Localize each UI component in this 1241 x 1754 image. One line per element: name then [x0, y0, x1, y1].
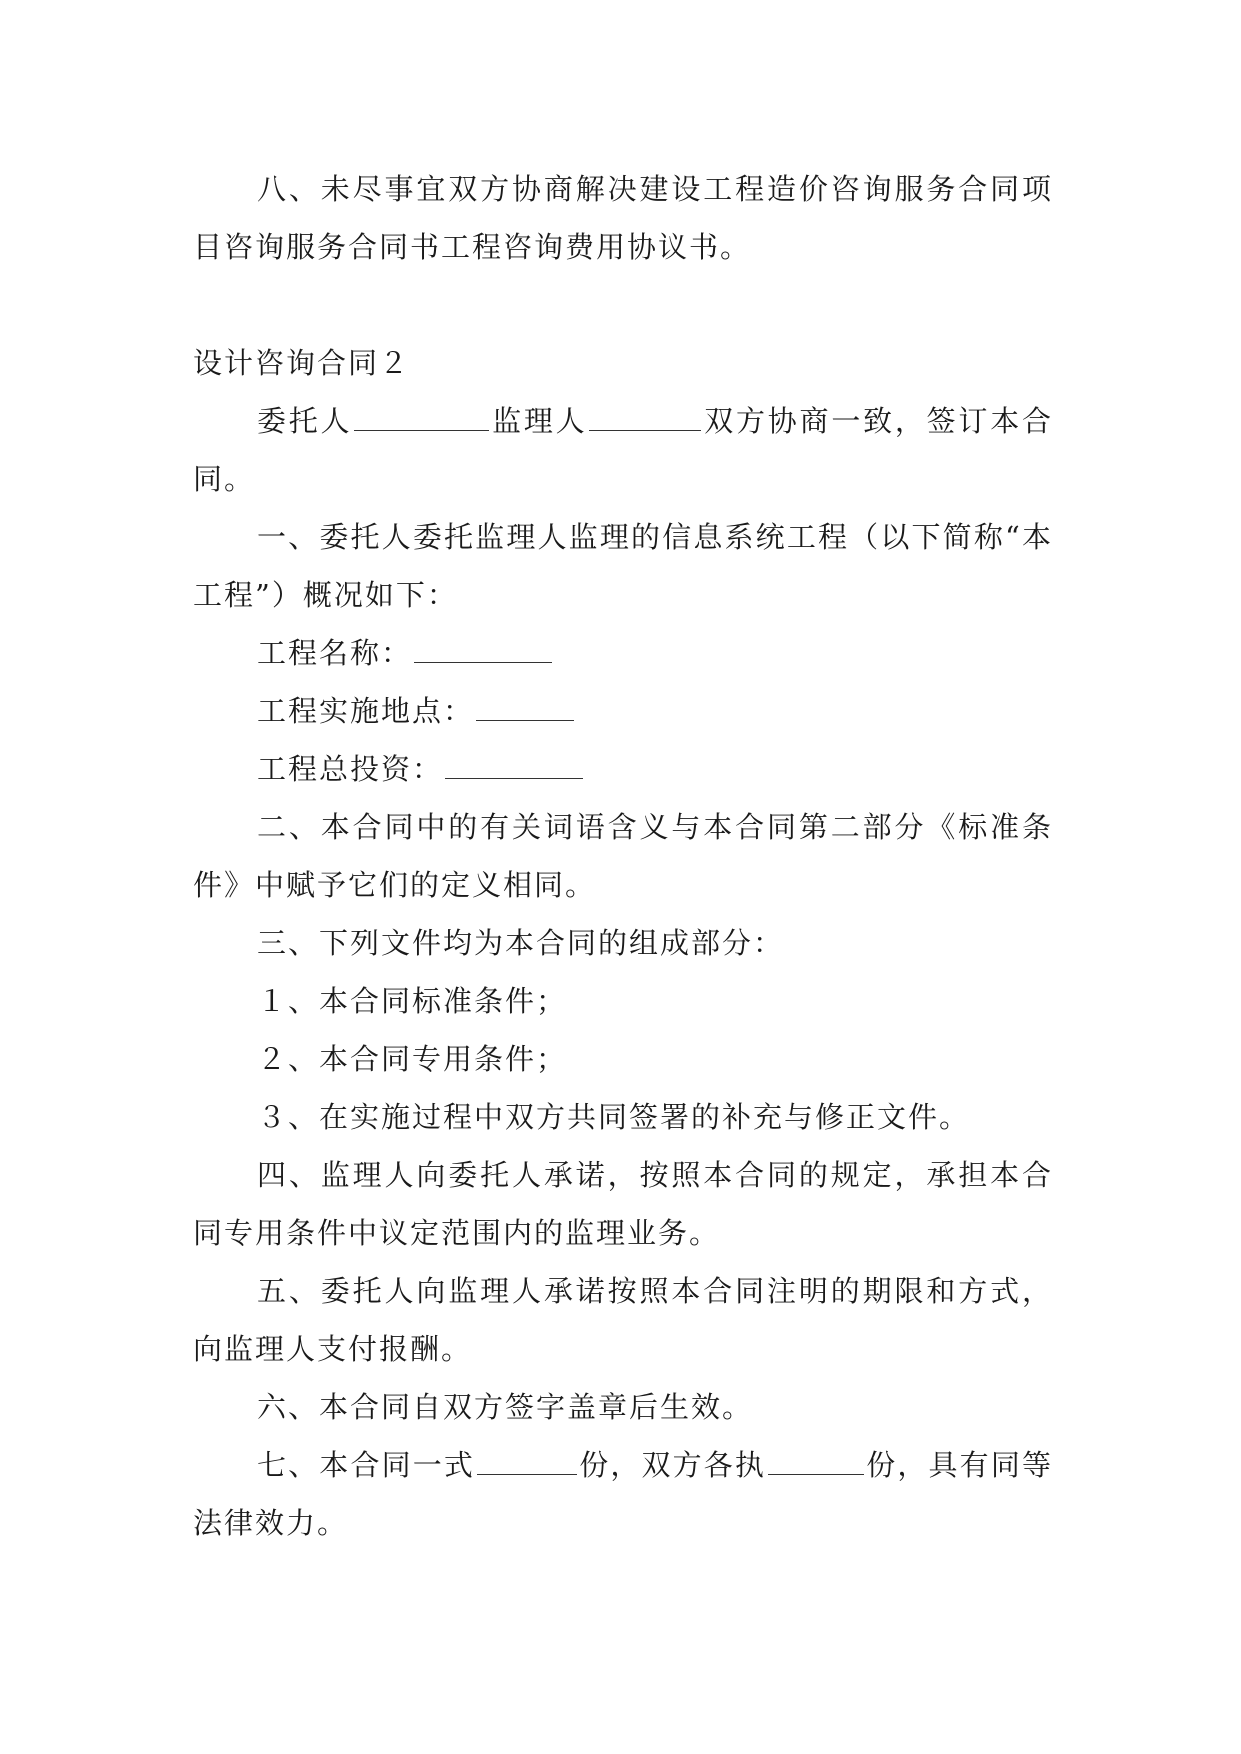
clause-8-continued: 八、未尽事宜双方协商解决建设工程造价咨询服务合同项目咨询服务合同书工程咨询费用协议书。 — [193, 172, 1053, 264]
project-investment-blank — [445, 754, 583, 779]
project-location-label: 工程实施地点： — [257, 694, 475, 728]
copies-tail: 份，具有同等法律效力。 — [193, 1448, 1053, 1540]
document-list-item-1: １、本合同标准条件； — [257, 984, 568, 1018]
section-heading: 设计咨询合同２ — [193, 346, 411, 380]
clause-3: 三、下列文件均为本合同的组成部分： — [257, 926, 785, 960]
clause-5: 五、委托人向监理人承诺按照本合同注明的期限和方式，向监理人支付报酬。 — [193, 1274, 1053, 1366]
copies-each-label: 份，双方各执 — [579, 1448, 767, 1482]
project-location-blank — [476, 696, 574, 721]
clause-4: 四、监理人向委托人承诺，按照本合同的规定，承担本合同专用条件中议定范围内的监理业务。 — [193, 1158, 1053, 1250]
document-body — [193, 160, 1053, 1552]
clause-7 — [193, 1436, 1053, 1552]
project-name-line — [193, 624, 1053, 682]
document-list-item-2: ２、本合同专用条件； — [257, 1042, 568, 1076]
document-list-item-3: ３、在实施过程中双方共同签署的补充与修正文件。 — [257, 1100, 971, 1134]
client-blank — [354, 406, 489, 431]
clause-1: 一、委托人委托监理人监理的信息系统工程（以下简称“本工程”）概况如下： — [193, 520, 1053, 612]
supervisor-label: 监理人 — [491, 404, 588, 438]
supervisor-blank — [589, 406, 701, 431]
section-gap — [193, 276, 1053, 334]
clause-2: 二、本合同中的有关词语含义与本合同第二部分《标准条件》中赋予它们的定义相同。 — [193, 810, 1053, 902]
clause-6: 六、本合同自双方签字盖章后生效。 — [257, 1390, 754, 1424]
copies-label: 七、本合同一式 — [257, 1448, 476, 1482]
copies-each-blank — [768, 1450, 864, 1475]
project-investment-line — [193, 740, 1053, 798]
project-name-label: 工程名称： — [257, 636, 413, 670]
client-label: 委托人 — [257, 404, 353, 438]
project-location-line — [193, 682, 1053, 740]
project-name-blank — [414, 638, 552, 663]
project-investment-label: 工程总投资： — [257, 752, 444, 786]
intro-paragraph — [193, 392, 1053, 508]
copies-total-blank — [477, 1450, 577, 1475]
intro-tail: 双方协商一致，签订本合同。 — [193, 404, 1053, 496]
